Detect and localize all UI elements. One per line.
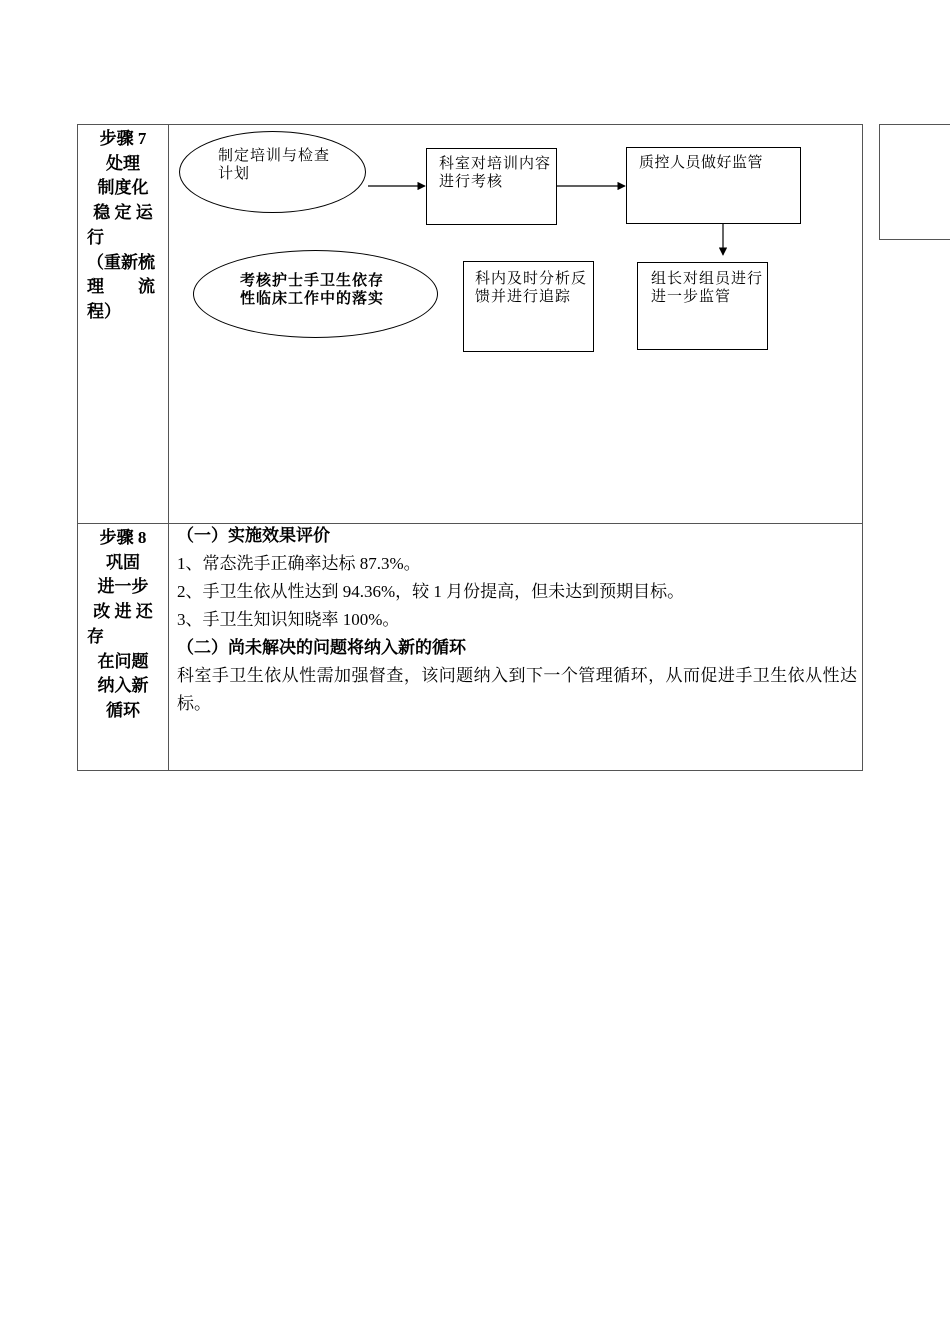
step8-label	[79, 526, 167, 724]
step7-label-line: 理 流	[87, 277, 155, 297]
clinical-assess-text: 考核护士手卫生依存性临床工作中的落实	[240, 273, 385, 307]
dept-assess-text: 科室对培训内容进行考核	[439, 156, 552, 190]
plan-text: 制定培训与检查计划	[218, 148, 331, 182]
step8-label-line: 纳入新	[97, 676, 149, 696]
leader-supervise-text: 组长对组员进行进一步监管	[651, 271, 764, 305]
step7-label-line: 行	[87, 227, 104, 247]
step8-title: 步骤 8	[99, 528, 147, 547]
step7-label-line: 处理	[106, 153, 140, 173]
result-item: 2、手卫生依从性达到 94.36%，较 1 月份提高，但未达到预期目标。	[177, 582, 685, 601]
step8-label-line: 进一步	[97, 577, 149, 597]
step8-label-line: 在问题	[97, 651, 149, 671]
step8-label-line: 循环	[106, 700, 140, 720]
step8-label-line: 存	[87, 626, 104, 646]
step7-label-line: 程）	[87, 301, 121, 321]
step7-label-line: （重新梳	[87, 252, 155, 272]
qc-supervise-text: 质控人员做好监管	[639, 155, 764, 171]
section-heading: （二）尚未解决的问题将纳入新的循环	[177, 638, 466, 657]
step7-label-line: 制度化	[97, 178, 149, 198]
result-item: 1、常态洗手正确率达标 87.3%。	[177, 554, 421, 573]
step7-label-line: 稳 定 运	[93, 203, 153, 223]
flow-arrows	[0, 0, 950, 400]
step7-title: 步骤 7	[99, 129, 147, 148]
step8-label-line: 改 进 还	[93, 602, 153, 622]
result-item: 3、手卫生知识知晓率 100%。	[177, 610, 400, 629]
analysis-feedback-text: 科内及时分析反馈并进行追踪	[475, 271, 588, 305]
step8-content	[177, 522, 857, 718]
step8-label-line: 巩固	[106, 552, 140, 572]
section-heading: （一）实施效果评价	[177, 526, 330, 545]
summary-paragraph: 科室手卫生依从性需加强督查，该问题纳入到下一个管理循环，从而促进手卫生依从性达标。	[177, 666, 857, 713]
